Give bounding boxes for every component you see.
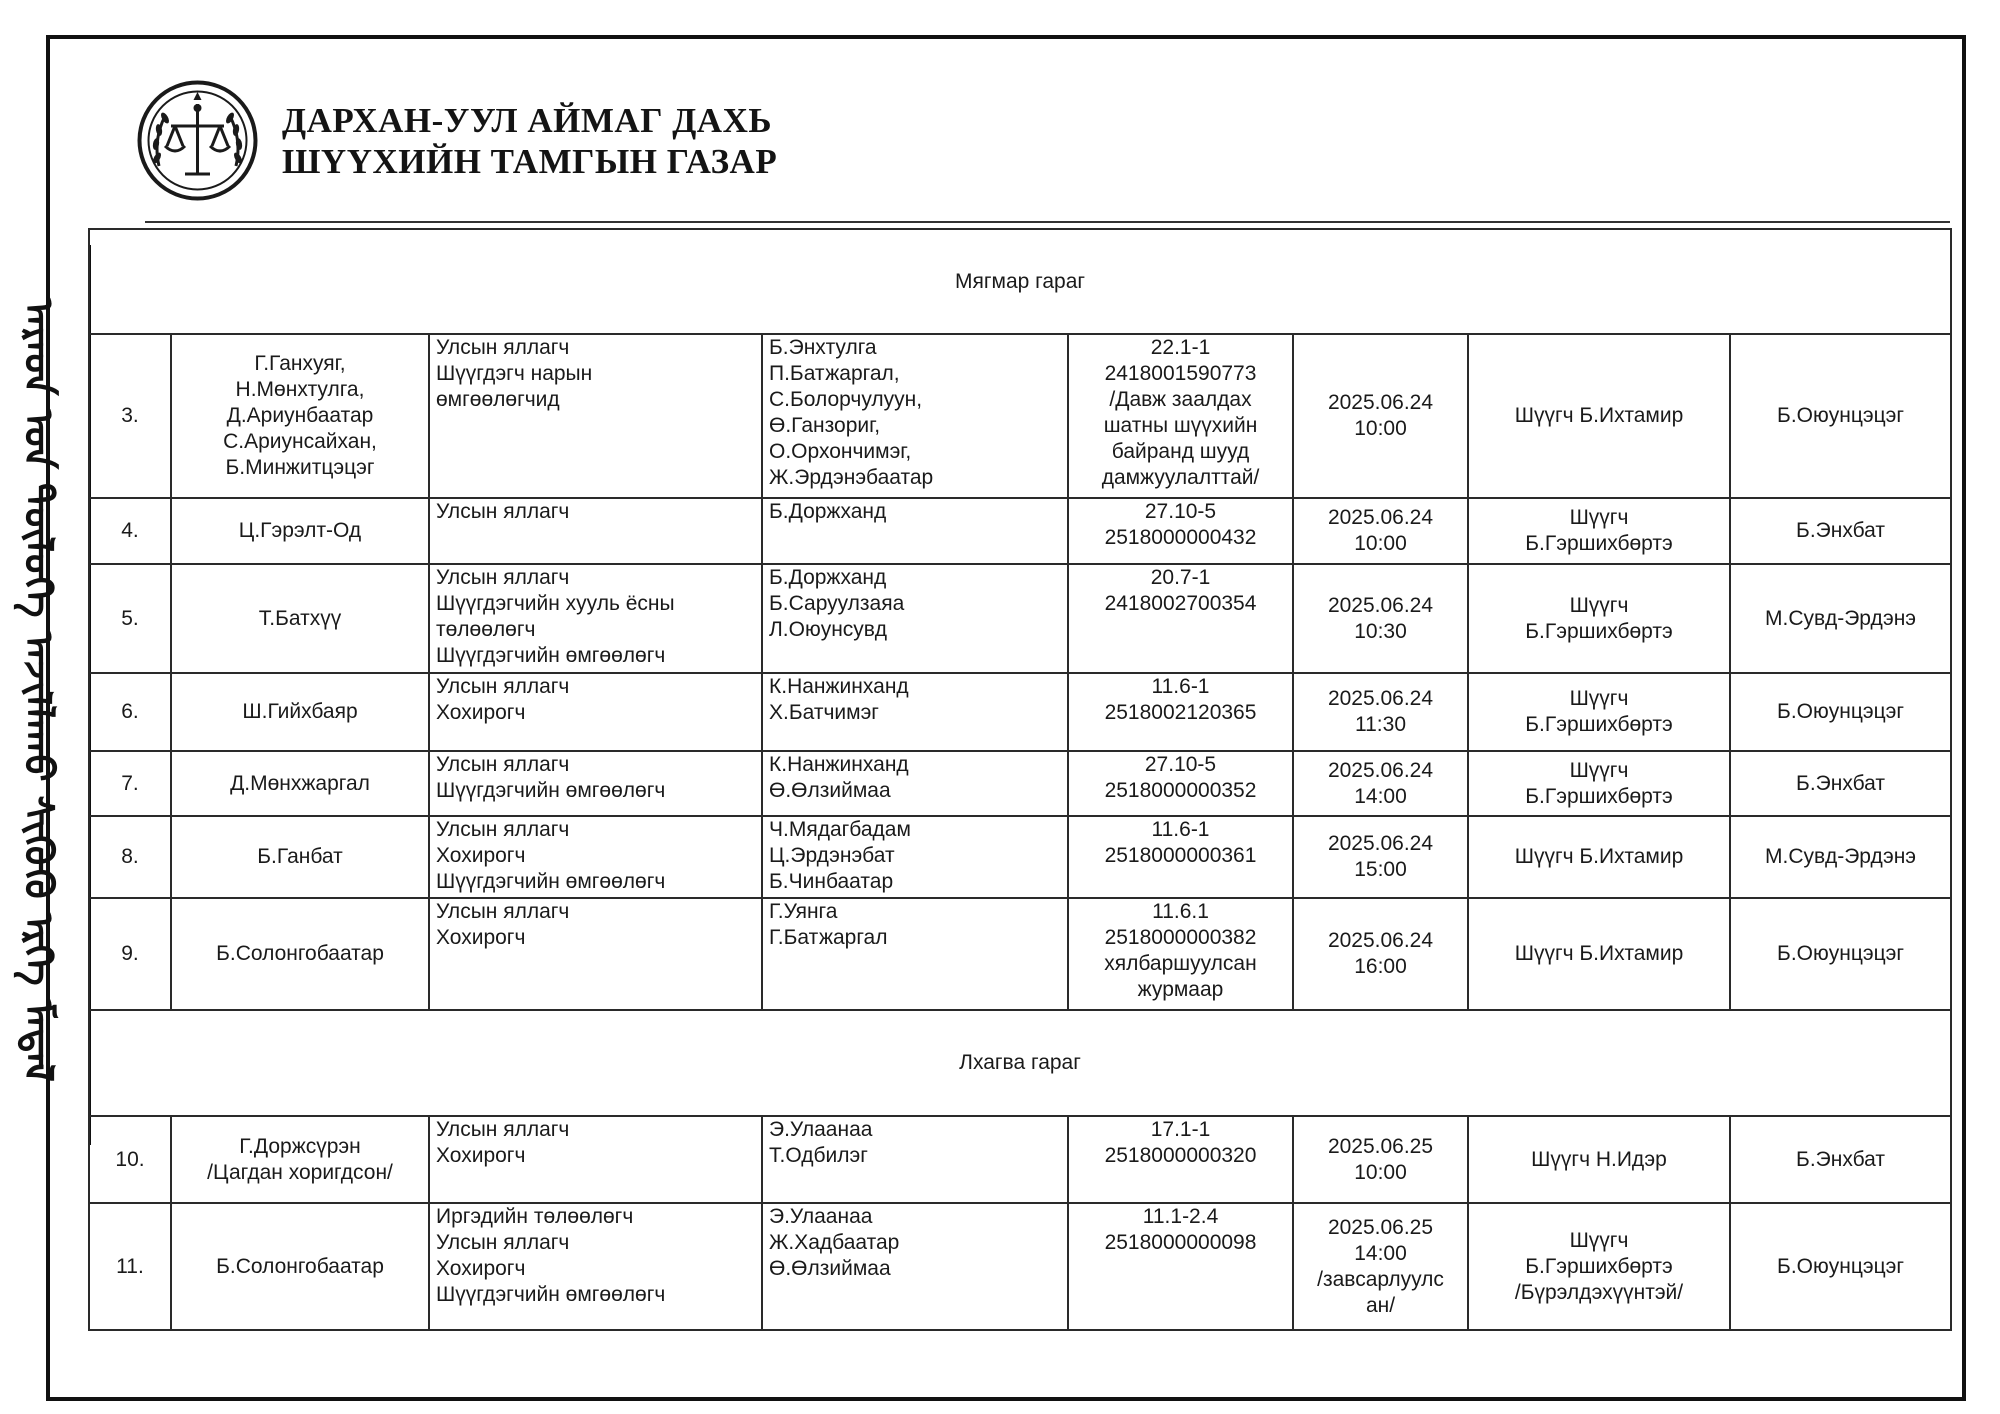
- day-label: Мягмар гараг: [89, 229, 1951, 334]
- hearing-datetime-cell: [1293, 673, 1468, 751]
- participants-line: Хохирогч: [436, 1144, 526, 1167]
- hearing-datetime-line: 10:30: [1354, 619, 1407, 643]
- judge-cell: [1468, 498, 1730, 564]
- judge-line: Шүүгч: [1569, 593, 1629, 617]
- participants-cell: [429, 751, 762, 816]
- participants-line: Улсын яллагч: [436, 336, 570, 359]
- hearing-datetime-line: 2025.06.24: [1327, 687, 1434, 710]
- attorneys-cell: [762, 673, 1068, 751]
- attorneys-cell: [762, 498, 1068, 564]
- attorneys-line: К.Нанжинханд: [769, 753, 909, 776]
- defendant-line: Б.Солонгобаатар: [216, 1254, 384, 1278]
- org-title: [282, 100, 777, 182]
- judge-line: Шүүгч Б.Ихтамир: [1514, 942, 1684, 965]
- case-number: 4.: [89, 498, 171, 564]
- attorneys-cell: [762, 334, 1068, 498]
- clerk-cell: Б.Энхбат: [1730, 1116, 1951, 1203]
- case-info-line: 2518000000361: [1104, 844, 1257, 867]
- participants-line: Шүүгдэгчийн өмгөөлөгч: [436, 779, 666, 802]
- participants-line: Улсын яллагч: [436, 818, 570, 841]
- attorneys-line: Ө.Өлзиймаа: [769, 1257, 891, 1280]
- participants-line: Улсын яллагч: [436, 1118, 570, 1141]
- participants-cell: [429, 898, 762, 1010]
- attorneys-line: Л.Оюунсувд: [769, 618, 887, 641]
- attorneys-line: Э.Улаанаа: [769, 1118, 873, 1141]
- attorneys-line: Б.Энхтулга: [769, 336, 877, 359]
- defendant-cell: [171, 1203, 429, 1330]
- defendant-cell: [171, 1116, 429, 1203]
- hearing-schedule-table: [88, 228, 1952, 1331]
- case-info-line: 2418002700354: [1104, 592, 1257, 615]
- participants-line: Хохирогч: [436, 1257, 526, 1280]
- hearing-datetime-cell: [1293, 1116, 1468, 1203]
- case-info-cell: [1068, 816, 1293, 898]
- attorneys-line: К.Нанжинханд: [769, 675, 909, 698]
- case-info-line: 2518000000382: [1104, 926, 1257, 949]
- judge-cell: [1468, 816, 1730, 898]
- judge-cell: [1468, 673, 1730, 751]
- defendant-cell: [171, 334, 429, 498]
- case-info-line: 22.1-1: [1150, 336, 1211, 359]
- case-info-cell: [1068, 751, 1293, 816]
- case-info-line: 11.1-2.4: [1142, 1205, 1219, 1228]
- judge-line: Б.Гэршихбөртэ: [1525, 713, 1673, 736]
- hearing-datetime-line: 2025.06.25: [1327, 1215, 1434, 1239]
- defendant-line: Б.Минжитцэцэг: [225, 456, 375, 479]
- defendant-line: Б.Солонгобаатар: [216, 942, 384, 965]
- defendant-cell: [171, 751, 429, 816]
- case-info-line: /Давж заалдах: [1109, 388, 1252, 411]
- case-number: 5.: [89, 564, 171, 673]
- day-header-row: [89, 1010, 1951, 1116]
- hearing-datetime-cell: [1293, 564, 1468, 673]
- defendant-cell: [171, 673, 429, 751]
- judge-line: Б.Гэршихбөртэ: [1525, 784, 1673, 808]
- clerk-cell: Б.Оюунцэцэг: [1730, 898, 1951, 1010]
- hearing-datetime-line: 16:00: [1354, 955, 1407, 978]
- schedule-body: [89, 229, 1951, 1330]
- hearing-datetime-line: 10:00: [1354, 417, 1407, 440]
- judge-cell: [1468, 1203, 1730, 1330]
- hearing-datetime-line: 11:30: [1355, 713, 1406, 736]
- case-info-line: 2518000000352: [1104, 779, 1257, 802]
- case-number: 3.: [89, 334, 171, 498]
- case-number: 7.: [89, 751, 171, 816]
- participants-cell: [429, 1116, 762, 1203]
- defendant-line: Т.Батхүү: [258, 606, 342, 630]
- hearing-datetime-line: 2025.06.24: [1327, 929, 1434, 952]
- hearing-datetime-line: /завсарлуулс: [1317, 1267, 1444, 1291]
- participants-line: Улсын яллагч: [436, 500, 570, 523]
- hearing-datetime-line: 10:00: [1354, 532, 1407, 555]
- attorneys-line: Б.Доржханд: [769, 566, 887, 589]
- defendant-line: Ш.Гийхбаяр: [242, 700, 358, 723]
- case-info-cell: [1068, 1203, 1293, 1330]
- case-info-line: 2518000000320: [1104, 1144, 1257, 1167]
- hearing-datetime-line: 10:00: [1354, 1160, 1407, 1184]
- defendant-line: Д.Ариунбаатар: [226, 404, 374, 427]
- attorneys-line: С.Болорчулуун,: [769, 388, 923, 411]
- hearing-datetime-line: 2025.06.24: [1327, 593, 1434, 617]
- defendant-line: Ц.Гэрэлт-Од: [238, 519, 362, 542]
- attorneys-cell: [762, 898, 1068, 1010]
- attorneys-line: Ж.Эрдэнэбаатар: [769, 466, 934, 489]
- judge-cell: [1468, 751, 1730, 816]
- clerk-cell: Б.Энхбат: [1730, 751, 1951, 816]
- participants-cell: [429, 334, 762, 498]
- participants-line: Шүүгдэгчийн өмгөөлөгч: [436, 644, 666, 667]
- attorneys-line: Ж.Хадбаатар: [769, 1231, 900, 1254]
- case-row: [89, 1116, 1951, 1203]
- case-row: [89, 564, 1951, 673]
- clerk-cell: Б.Оюунцэцэг: [1730, 334, 1951, 498]
- case-info-line: 2418001590773: [1104, 362, 1257, 385]
- judge-line: Б.Гэршихбөртэ: [1525, 532, 1673, 555]
- case-number: 8.: [89, 816, 171, 898]
- attorneys-cell: [762, 816, 1068, 898]
- hearing-datetime-line: 14:00: [1354, 1241, 1407, 1265]
- participants-line: Улсын яллагч: [436, 900, 570, 923]
- participants-cell: [429, 498, 762, 564]
- case-info-line: 2518000000432: [1104, 526, 1257, 549]
- attorneys-cell: [762, 1116, 1068, 1203]
- case-info-line: 11.6.1: [1152, 900, 1209, 923]
- hearing-datetime-cell: [1293, 334, 1468, 498]
- clerk-cell: Б.Оюунцэцэг: [1730, 673, 1951, 751]
- case-info-cell: [1068, 564, 1293, 673]
- attorneys-line: Ц.Эрдэнэбат: [769, 844, 895, 867]
- hearing-datetime-line: 2025.06.24: [1327, 391, 1434, 414]
- case-number: 11.: [89, 1203, 171, 1330]
- attorneys-line: Т.Одбилэг: [769, 1144, 868, 1167]
- attorneys-line: Ө.Өлзиймаа: [769, 779, 891, 802]
- defendant-line: Д.Мөнхжаргал: [230, 771, 370, 795]
- case-info-line: 11.6-1: [1151, 675, 1210, 698]
- case-info-cell: [1068, 334, 1293, 498]
- attorneys-line: Б.Чинбаатар: [769, 870, 894, 893]
- case-info-line: байранд шууд: [1111, 440, 1250, 463]
- attorneys-line: П.Батжаргал,: [769, 362, 900, 385]
- defendant-line: Б.Ганбат: [257, 845, 343, 868]
- attorneys-line: Э.Улаанаа: [769, 1205, 873, 1228]
- defendant-line: Г.Доржсүрэн: [239, 1134, 361, 1158]
- hearing-datetime-cell: [1293, 898, 1468, 1010]
- side-script-text: ᠠᠷᠠᠳ ᠤᠨ ᠲᠥᠯᠥᠭᠡ ᠠᠵᠢᠯᠯᠠᠬᠤ ᠰᠢᠭᠦᠬᠦ ᠡᠷᠬᠡ ᠮᠡᠳᠡᠯ: [15, 298, 63, 1082]
- participants-line: Улсын яллагч: [436, 1231, 570, 1254]
- case-row: [89, 898, 1951, 1010]
- case-info-line: 20.7-1: [1150, 566, 1211, 589]
- hearing-datetime-cell: [1293, 1203, 1468, 1330]
- participants-line: Иргэдийн төлөөлөгч: [436, 1205, 634, 1228]
- case-info-line: журмаар: [1137, 978, 1224, 1001]
- participants-line: Шүүгдэгчийн хууль ёсны: [436, 592, 675, 615]
- hearing-datetime-line: 15:00: [1354, 858, 1407, 881]
- case-row: [89, 751, 1951, 816]
- judge-cell: [1468, 334, 1730, 498]
- attorneys-cell: [762, 751, 1068, 816]
- participants-cell: [429, 1203, 762, 1330]
- day-header-row: [89, 229, 1951, 334]
- defendant-cell: [171, 816, 429, 898]
- judge-line: Шүүгч: [1569, 506, 1629, 529]
- attorneys-line: Ч.Мядагбадам: [769, 818, 911, 841]
- participants-line: Шүүгдэгч нарын: [436, 362, 593, 385]
- case-info-cell: [1068, 1116, 1293, 1203]
- case-info-line: 27.10-5: [1144, 500, 1217, 523]
- case-row: [89, 816, 1951, 898]
- hearing-datetime-line: 14:00: [1354, 784, 1407, 808]
- participants-line: Шүүгдэгчийн өмгөөлөгч: [436, 1283, 666, 1306]
- case-info-line: 2518000000098: [1104, 1231, 1257, 1254]
- hearing-datetime-line: 2025.06.25: [1327, 1134, 1434, 1158]
- participants-line: Улсын яллагч: [436, 753, 570, 776]
- defendant-line: Г.Ганхуяг,: [254, 352, 346, 375]
- participants-cell: [429, 816, 762, 898]
- judge-cell: [1468, 898, 1730, 1010]
- judge-line: Б.Гэршихбөртэ: [1525, 619, 1673, 643]
- court-emblem-icon: [135, 78, 260, 203]
- judge-line: Шүүгч Н.Идэр: [1531, 1147, 1667, 1171]
- attorneys-line: Ө.Ганзориг,: [769, 414, 881, 437]
- case-info-line: хялбаршуулсан: [1104, 952, 1257, 975]
- judge-cell: [1468, 1116, 1730, 1203]
- case-info-line: 27.10-5: [1144, 753, 1217, 776]
- case-row: [89, 498, 1951, 564]
- participants-line: төлөөлөгч: [436, 618, 536, 641]
- attorneys-cell: [762, 1203, 1068, 1330]
- header-rule: [145, 221, 1950, 223]
- judge-line: Шүүгч Б.Ихтамир: [1514, 845, 1684, 868]
- day-label: Лхагва гараг: [89, 1010, 1951, 1116]
- attorneys-line: Б.Саруулзаяа: [769, 592, 905, 615]
- hearing-datetime-cell: [1293, 751, 1468, 816]
- attorneys-line: Х.Батчимэг: [769, 701, 879, 724]
- clerk-cell: Б.Оюунцэцэг: [1730, 1203, 1951, 1330]
- participants-line: Шүүгдэгчийн өмгөөлөгч: [436, 870, 666, 893]
- participants-line: Хохирогч: [436, 926, 526, 949]
- attorneys-line: Б.Доржханд: [769, 500, 887, 523]
- judge-cell: [1468, 564, 1730, 673]
- judge-line: Шүүгч: [1569, 1228, 1629, 1252]
- hearing-datetime-line: 2025.06.24: [1327, 758, 1434, 782]
- participants-line: Улсын яллагч: [436, 675, 570, 698]
- case-number: 10.: [89, 1116, 171, 1203]
- participants-line: Хохирогч: [436, 701, 526, 724]
- judge-line: Шүүгч Б.Ихтамир: [1514, 404, 1684, 427]
- case-info-cell: [1068, 498, 1293, 564]
- participants-line: өмгөөлөгчид: [436, 388, 560, 411]
- participants-cell: [429, 564, 762, 673]
- case-info-line: шатны шүүхийн: [1103, 414, 1258, 437]
- case-row: [89, 1203, 1951, 1330]
- hearing-datetime-cell: [1293, 498, 1468, 564]
- participants-line: Хохирогч: [436, 844, 526, 867]
- judge-line: Шүүгч: [1569, 687, 1629, 710]
- clerk-cell: М.Сувд-Эрдэнэ: [1730, 564, 1951, 673]
- case-info-cell: [1068, 673, 1293, 751]
- org-title-line1: ДАРХАН-УУЛ АЙМАГ ДАХЬ: [282, 101, 772, 140]
- case-info-line: дамжуулалттай/: [1101, 466, 1260, 489]
- participants-line: Улсын яллагч: [436, 566, 570, 589]
- judge-line: Б.Гэршихбөртэ: [1525, 1254, 1673, 1278]
- hearing-datetime-line: ан/: [1365, 1293, 1396, 1317]
- defendant-line: /Цагдан хоригдсон/: [207, 1160, 393, 1184]
- clerk-cell: М.Сувд-Эрдэнэ: [1730, 816, 1951, 898]
- case-info-line: 11.6-1: [1151, 818, 1210, 841]
- defendant-cell: [171, 564, 429, 673]
- case-row: [89, 334, 1951, 498]
- attorneys-line: Г.Батжаргал: [769, 926, 888, 949]
- defendant-cell: [171, 498, 429, 564]
- participants-cell: [429, 673, 762, 751]
- hearing-datetime-line: 2025.06.24: [1327, 506, 1434, 529]
- hearing-datetime-cell: [1293, 816, 1468, 898]
- judge-line: Шүүгч: [1569, 758, 1629, 782]
- defendant-line: С.Ариунсайхан,: [223, 430, 377, 453]
- org-title-line2: ШҮҮХИЙН ТАМГЫН ГАЗАР: [282, 142, 778, 181]
- case-row: [89, 673, 1951, 751]
- attorneys-line: О.Орхончимэг,: [769, 440, 912, 463]
- defendant-line: Н.Мөнхтулга,: [235, 378, 365, 401]
- clerk-cell: Б.Энхбат: [1730, 498, 1951, 564]
- attorneys-cell: [762, 564, 1068, 673]
- defendant-cell: [171, 898, 429, 1010]
- attorneys-line: Г.Уянга: [769, 900, 838, 923]
- side-mongol-script: [15, 225, 78, 1155]
- case-info-line: 2518002120365: [1104, 701, 1257, 724]
- case-info-cell: [1068, 898, 1293, 1010]
- case-number: 6.: [89, 673, 171, 751]
- case-info-line: 17.1-1: [1150, 1118, 1211, 1141]
- case-number: 9.: [89, 898, 171, 1010]
- hearing-datetime-line: 2025.06.24: [1327, 832, 1434, 855]
- judge-line: /Бүрэлдэхүүнтэй/: [1514, 1280, 1684, 1304]
